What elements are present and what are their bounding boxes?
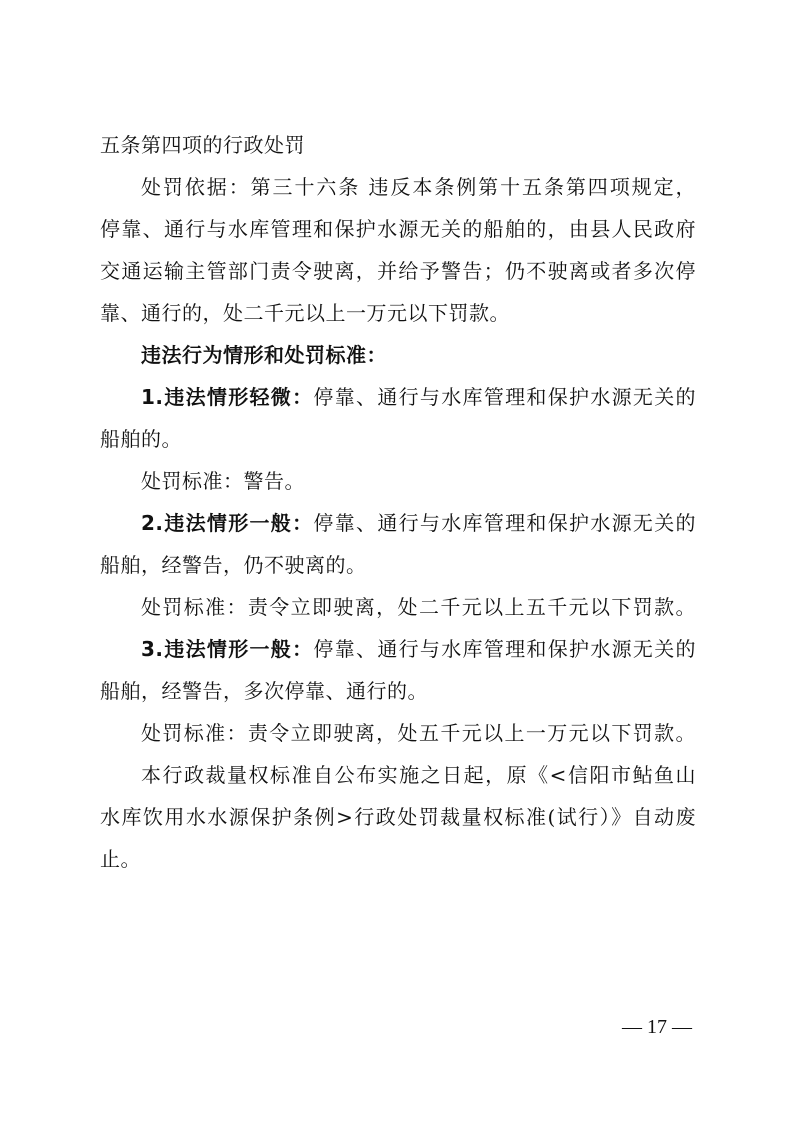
- case-text: 停靠、通行与水库管理和保护水源无关的: [313, 511, 697, 535]
- paragraph-line: 处罚标准：责令立即驶离，处二千元以上五千元以下罚款。: [141, 595, 696, 619]
- paragraph-line: 水库饮用水水源保护条例>行政处罚裁量权标准(试行）》自动废: [100, 805, 696, 829]
- case-text: 停靠、通行与水库管理和保护水源无关的: [313, 385, 697, 409]
- section-heading: 五条第四项的行政处罚: [100, 133, 305, 157]
- case-text: 停靠、通行与水库管理和保护水源无关的: [313, 637, 697, 661]
- paragraph-line: 船舶，经警告，仍不驶离的。: [100, 553, 367, 577]
- paragraph-line: [141, 506, 696, 540]
- paragraph-line: 靠、通行的，处二千元以上一万元以下罚款。: [100, 301, 510, 325]
- paragraph-line: [141, 632, 696, 666]
- case-label: 1.违法情形轻微：: [141, 385, 314, 409]
- paragraph-line: [141, 380, 696, 414]
- paragraph-line: 处罚标准：警告。: [141, 469, 305, 493]
- paragraph-line: 本行政裁量权标准自公布实施之日起，原《<信阳市鲇鱼山: [141, 763, 696, 787]
- paragraph-line: 处罚依据：第三十六条 违反本条例第十五条第四项规定，: [141, 175, 696, 199]
- case-label: 2.违法情形一般：: [141, 511, 314, 535]
- paragraph-line: 止。: [100, 847, 141, 871]
- page-number: — 17 —: [622, 1016, 692, 1038]
- paragraph-line: 停靠、通行与水库管理和保护水源无关的船舶的，由县人民政府: [100, 217, 696, 241]
- paragraph-line: 船舶，经警告，多次停靠、通行的。: [100, 679, 428, 703]
- subheading: 违法行为情形和处罚标准：: [141, 343, 387, 367]
- paragraph-line: 船舶的。: [100, 427, 182, 451]
- paragraph-line: 处罚标准：责令立即驶离，处五千元以上一万元以下罚款。: [141, 721, 696, 745]
- case-label: 3.违法情形一般：: [141, 637, 314, 661]
- paragraph-line: 交通运输主管部门责令驶离，并给予警告；仍不驶离或者多次停: [100, 259, 696, 283]
